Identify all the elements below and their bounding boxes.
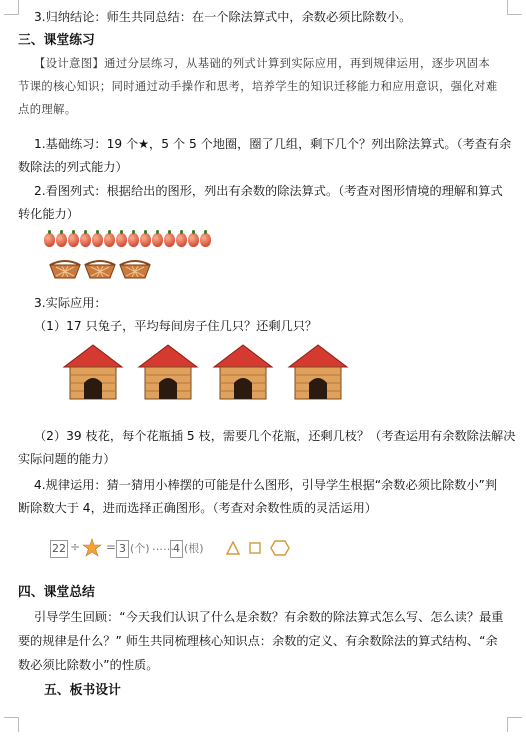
quotient-unit: (个) xyxy=(130,542,150,555)
conclusion-line: 3.归纳结论：师生共同总结：在一个除法算式中，余数必须比除数小。 xyxy=(34,10,412,24)
exercise-3-title: 3.实际应用： xyxy=(34,296,107,310)
remainder-unit: (根) xyxy=(184,542,204,555)
apple-icon xyxy=(56,233,67,247)
exercise-3-1-line: （1）17 只兔子，平均每间房子住几只？还剩几只？ xyxy=(34,319,318,333)
page-corner-mark xyxy=(507,717,522,732)
design-intent-line: 【设计意图】通过分层练习，从基础的列式计算到实际应用，再到规律运用，逐步巩固本 xyxy=(34,57,491,70)
apple-icon xyxy=(152,233,163,247)
hexagon-option-icon xyxy=(270,540,290,556)
apple-icon xyxy=(44,233,55,247)
exercise-2-line: 2.看图列式：根据给出的图形，列出有余数的除法算式。（考查对图形情境的理解和算式 xyxy=(34,184,503,198)
triangle-option-icon xyxy=(226,541,240,555)
exercise-4-line: 断除数大于 4，进而选择正确图形。（考查对余数性质的灵活运用） xyxy=(18,501,377,515)
apple-icon xyxy=(116,233,127,247)
basket-icon xyxy=(118,259,152,279)
design-intent-line: 节课的核心知识；同时通过动手操作和思考，培养学生的知识迁移能力和应用意识，强化对难 xyxy=(18,80,498,93)
apple-icon xyxy=(104,233,115,247)
house-icon xyxy=(137,343,199,401)
basket-icon xyxy=(83,259,117,279)
page-corner-mark xyxy=(4,0,19,15)
square-option-icon xyxy=(248,541,262,555)
apple-icon xyxy=(188,233,199,247)
summary-line: 引导学生回顾：“今天我们认识了什么是余数？有余数的除法算式怎么写、怎么读？最重 xyxy=(34,610,504,624)
exercise-3-2-line: 实际问题的能力） xyxy=(18,452,116,466)
apple-icon xyxy=(164,233,175,247)
equals-sign: = xyxy=(106,540,117,554)
page-corner-mark xyxy=(507,0,522,15)
section-heading-practice: 三、课堂练习 xyxy=(18,33,95,48)
division-sign: ÷ xyxy=(70,540,81,554)
page-corner-mark xyxy=(4,717,19,732)
remainder-box: 4 xyxy=(170,540,183,558)
house-icon xyxy=(62,343,124,401)
house-icon xyxy=(212,343,274,401)
apple-icon xyxy=(80,233,91,247)
exercise-4-line: 4.规律运用：猜一猜用小棒摆的可能是什么图形，引导学生根据“余数必须比除数小”判 xyxy=(34,478,498,492)
exercise-2-line: 转化能力） xyxy=(18,207,79,221)
exercise-3-2-line: （2）39 枝花，每个花瓶插 5 枝，需要几个花瓶，还剩几枝？（考查运用有余数除法解决 xyxy=(34,429,516,443)
section-heading-summary: 四、课堂总结 xyxy=(18,585,95,600)
apple-icon xyxy=(92,233,103,247)
design-intent-line: 点的理解。 xyxy=(18,103,77,116)
exercise-1-line: 1.基础练习：19 个★，5 个 5 个地圈，圈了几组，剩下几个？列出除法算式。（考查有余 xyxy=(34,137,512,151)
apple-icon xyxy=(200,233,211,247)
apple-icon xyxy=(128,233,139,247)
house-icon xyxy=(287,343,349,401)
basket-icon xyxy=(48,259,82,279)
quotient-box: 3 xyxy=(116,540,129,558)
remainder-dots: …… xyxy=(152,540,174,553)
star-icon xyxy=(82,538,102,558)
exercise-1-line: 数除法的列式能力） xyxy=(18,160,128,174)
summary-line: 数必须比除数小”的性质。 xyxy=(18,658,159,672)
apple-icon xyxy=(68,233,79,247)
dividend-box: 22 xyxy=(50,540,68,558)
section-heading-board-design: 五、板书设计 xyxy=(44,683,121,698)
summary-line: 要的规律是什么？” 师生共同梳理核心知识点：余数的定义、有余数除法的算式结构、“余 xyxy=(18,634,498,648)
apple-icon xyxy=(140,233,151,247)
apple-icon xyxy=(176,233,187,247)
